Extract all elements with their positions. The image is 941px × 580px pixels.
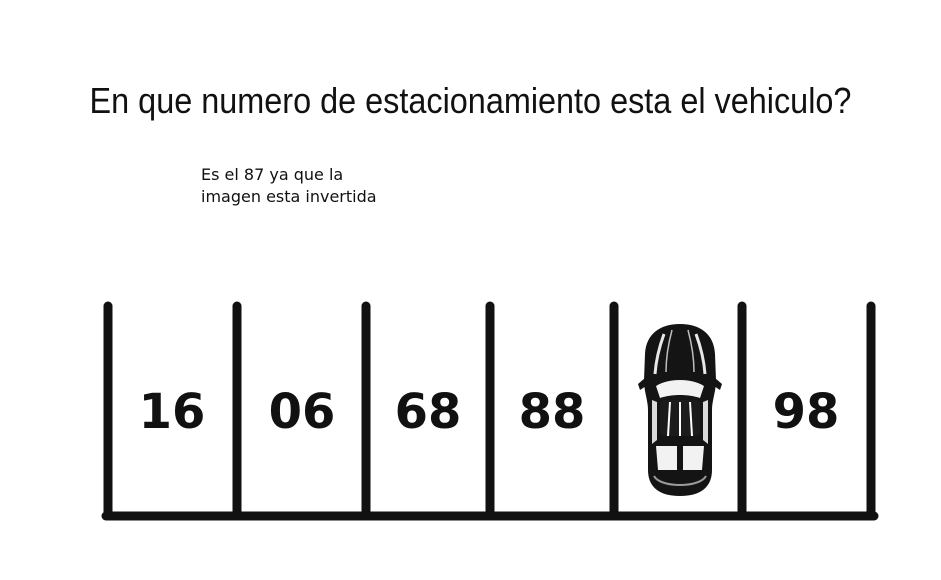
parking-space-label: 98 bbox=[772, 384, 840, 440]
parking-space-label: 16 bbox=[138, 384, 206, 440]
parking-space-label: 88 bbox=[518, 384, 586, 440]
parking-space-label: 06 bbox=[268, 384, 336, 440]
question-title: En que numero de estacionamiento esta el vehiculo? bbox=[89, 80, 852, 121]
answer-line-2: imagen esta invertida bbox=[201, 187, 377, 206]
answer-line-1: Es el 87 ya que la bbox=[201, 165, 344, 184]
car-top-view-icon bbox=[638, 324, 722, 496]
parking-space-label: 68 bbox=[394, 384, 462, 440]
